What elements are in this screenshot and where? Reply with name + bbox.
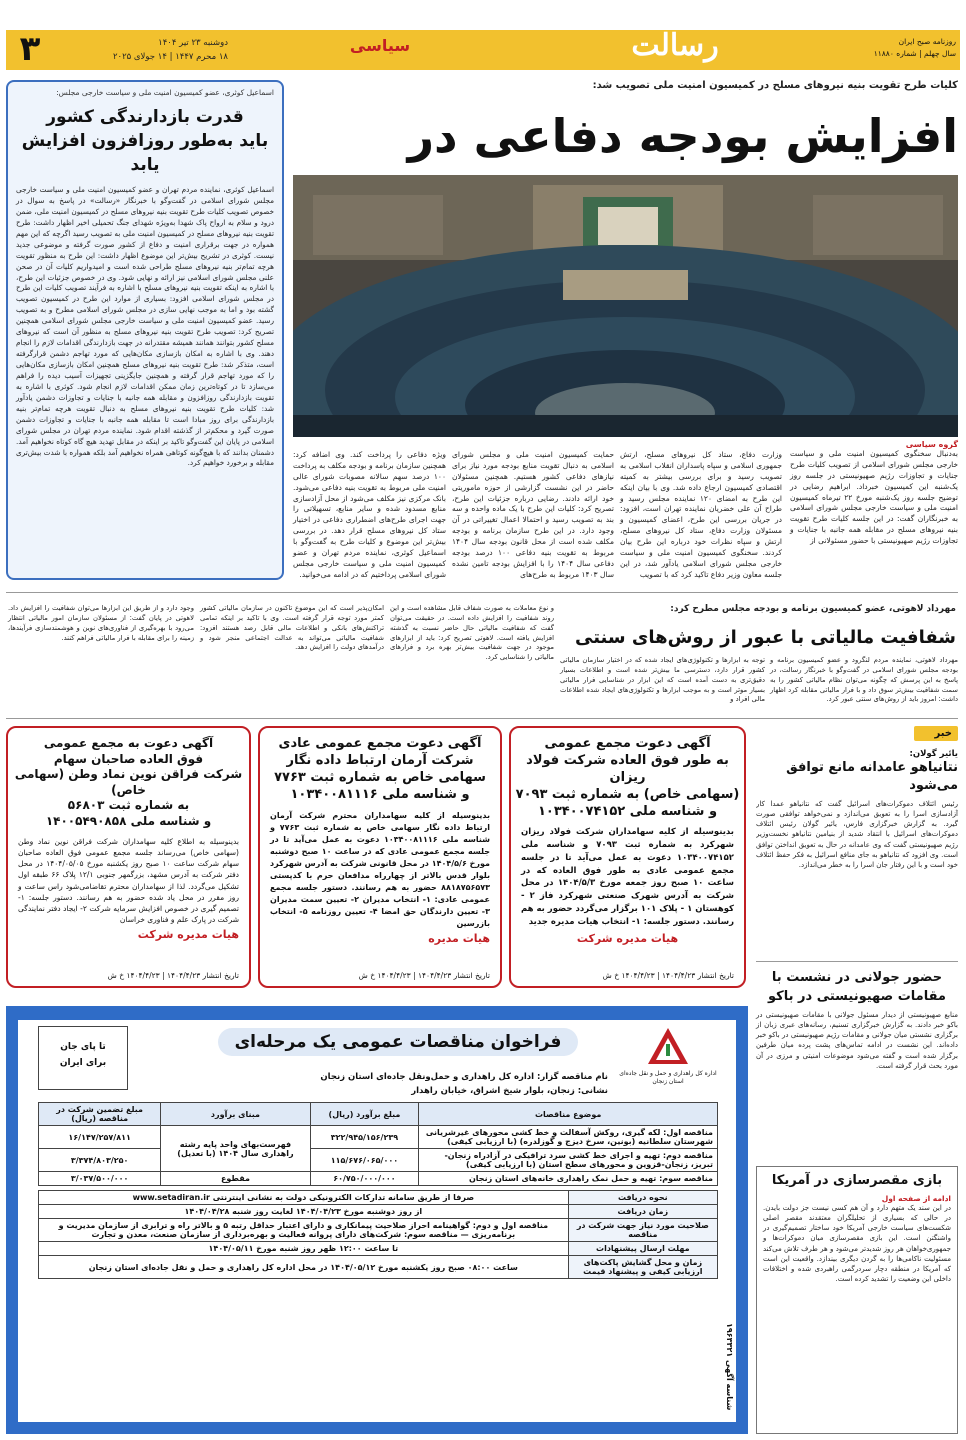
divider	[6, 718, 958, 719]
interview-body: اسماعیل کوثری، نماینده مردم تهران و عضو کمیسیون امنیت ملی و سیاست خارجی مجلس شورای اسلامی در گفت‌وگو با خبرنگار «رسالت» در پاسخ به سوال در خصوص تصویب کلیات طرح تقویت بنیه نیروهای مسلح در کمیسیون امنیت ملی، ضمن درود و سلام به ارواح پاک شهدا به‌ویژه شهدای جنگ تحمیلی اخیر اظهار داشت: طرح تقویت بنیه نیروهای مسلح در کمیسیون امنیت ملی به تصویب رسید اگرچه که این مهم همواره در جهت برقراری امنیت و دفاع از کشور صورت گرفته و موضوعی جدید نیست. کوثری در تشریح بیش‌تر این موضوع اظهار داشت: این طرح به منظور تقویت هرچه تمام‌تر بنیه نیروهای مسلح طراحی شده است و امیدواریم کلیات آن در صحن علنی مجلس شورای اسلامی نیز ارائه و نهایی شود. وی در خصوص جزئیات این طرح، با اشاره به اینکه تقویت بنیه نیروهای مسلح با اشاره به فرآیند تصویب کلیات این طرح در مجلس شورای اسلامی افزود: بسیاری از موارد این طرح در کمیسیون تصویب گشته بود و اما به موجب نهایی سازی در مجلس شورای اسلامی مطرح و به تصویب رسید. عضو کمیسیون امنیت ملی و سیاست خارجی مجلس شورای اسلامی همچنین تصریح کرد: تصویب طرح تقویت بنیه نیروهای مسلح به منظور آن است که نیروهای مسلح کشور بتوانند همانند همیشه مقتدرانه در جهت بازدارندگی اقدامات لازم را انجام دهند. وی با اشاره به امکان بازسازی مکان‌هایی که مورد تهاجم دشمن قرارگرفته است، متذکر شد: طرح تقویت بنیه نیروهای مسلح همچنین امکان بازسازی مکان‌هایی را که مورد تهاجم قرار گرفته و همچنین جایگزینی تجهیزات آسیب دیده را فراهم می‌سازد تا در کوتاه‌ترین زمان ممکن اقدامات لازم انجام شود. کوثری با اشاره به تقویت بازدارندگی روزافزون و مقابله همه جانبه با جنایات و تجاوزات دشمن یادآور شد: کلیات طرح تقویت بنیه نیروهای مسلح به دنبال تقویت هرچه تمام‌تر بنیه بازدارندگی برای روز مبادا است تا مقابله همه جانبه با جنایات و تجاوزات دشمن صورت گیرد و محکم‌تر از گذشته اقدام شود. نماینده مردم تهران در مجلس شورای اسلامی در پایان این گفت‌وگو تاکید بر اینکه در مقابل تهدید هیچ گاه کوتاه نخواهیم آمد. دشمنان بدانند که با هیچ‌گونه کوتاهی همراه نخواهیم آمد بلکه همواره با شدت بیش‌تری مقابله و برخورد خواهیم کرد.	[16, 185, 274, 468]
date-line-2: ۱۸ محرم ۱۴۴۷ | ۱۴ جولای ۲۰۲۵	[112, 52, 228, 62]
tender-ad	[6, 1006, 748, 1434]
tender-slogan-2: برای ایران	[59, 1058, 107, 1068]
table-row	[39, 1256, 718, 1279]
tax-col-4: امکان‌پذیر است که این موضوع تاکنون در سازمان مالیاتی کشور کمتر مورد توجه قرار گرفته است. وی با تاکید بر اینکه تمامی تراکنش‌های بانکی و اطلاعات مالی قابل رصد هستند افزود: شفافیت مالیاتی می‌تواند به عدالت اجتماعی منجر شود و درآمدهای دولت را افزایش دهد.	[200, 604, 384, 652]
usa-kicker: ادامه از صفحه اول	[881, 1194, 951, 1203]
date-block	[58, 36, 228, 64]
ad-title-line: و شناسه ملی ۱۴۰۰۵۴۹۰۸۵۸	[45, 813, 212, 828]
ad-date: تاریخ انتشار ۱۴۰۴/۴/۲۳ | ۱۴۰۴/۴/۲۳ خ ش	[602, 971, 734, 980]
ad-title	[8, 736, 249, 830]
usa-title: بازی مقصرسازی در آمریکا	[771, 1173, 943, 1188]
ad-title-line: (سهامی خاص) به شماره ثبت ۷۰۹۳	[515, 786, 740, 802]
table-row	[39, 1191, 718, 1205]
interview-headline-1: قدرت بازدارندگی کشور	[46, 107, 244, 127]
cell-guarantee: ۳/۳۷۴/۸۰۳/۲۵۰	[39, 1149, 161, 1172]
lead-kicker: کلیات طرح تقویت بنیه نیروهای مسلح در کمیسیون امنیت ملی تصویب شد:	[592, 80, 958, 91]
table-row	[39, 1126, 718, 1149]
cell-basis: مقطوع	[161, 1172, 310, 1186]
info-key: زمان دریافت	[568, 1205, 717, 1219]
ad-armanertebat	[258, 726, 502, 988]
news-item1-title: نتانیاهو عامدانه مانع توافق می‌شود	[786, 760, 958, 793]
table-row	[39, 1242, 718, 1256]
cell-estimate: ۳۲۲/۹۴۵/۱۵۶/۲۳۹	[310, 1126, 419, 1149]
tender-org-name: اداره کل راهداری و حمل و نقل جاده‌ای استان زنجان	[619, 1070, 717, 1085]
tender-title: فراخوان مناقصات عمومی یک مرحله‌ای	[218, 1028, 578, 1056]
tender-table	[38, 1102, 718, 1186]
tax-col-3: و نوع معاملات به صورت شفاف قابل مشاهده است و این روند شفافیت را افزایش داده است. در حقیقت می‌توان گفت که شفافیت مالیاتی حال حاضر نسبت به گذشته افزایش یافته است. لاهوتی تصریح کرد: باید از ابزارهای موجود در جهت شفافیت بیش‌تر بهره برد و فرارهای مالیاتی را شناسایی کرد.	[390, 604, 554, 662]
tender-logo	[618, 1026, 718, 1090]
cell-subject: مناقصه سوم: تهیه و حمل نمک راهداری خانه‌های استان زنجان	[419, 1172, 718, 1186]
ad-title-line: فوق العاده صاحبان سهام	[53, 751, 204, 766]
ad-title-line: سهامی خاص به شماره ثبت ۷۷۶۳	[274, 769, 486, 785]
info-key: مهلت ارسال پیشنهادات	[568, 1242, 717, 1256]
info-key: صلاحیت مورد نیاز جهت شرکت در مناقصه	[568, 1219, 717, 1242]
cell-estimate: ۶۰/۷۵۰/۰۰۰/۰۰۰	[310, 1172, 419, 1186]
info-key: زمان و محل گشایش پاکت‌های ارزیابی کیفی و پیشنهاد قیمت	[568, 1256, 717, 1279]
table-row	[39, 1219, 718, 1242]
info-value: از روز دوشنبه مورخ ۱۴۰۴/۰۴/۲۳ لغایت روز شنبه ۱۴۰۴/۰۴/۲۸	[39, 1205, 569, 1219]
tender-inner	[18, 1020, 736, 1422]
ad-title	[260, 736, 500, 804]
date-line-1: دوشنبه ۲۳ تیر ۱۴۰۴	[158, 38, 228, 48]
th-basis: مبنای برآورد	[161, 1103, 310, 1126]
issue-label: شماره ۱۱۸۸۰	[873, 49, 917, 58]
table-header-row	[39, 1103, 718, 1126]
tender-info-table	[38, 1190, 718, 1279]
ad-signature: هیات مدیره شرکت	[137, 927, 239, 941]
table-row	[39, 1172, 718, 1186]
lead-byline: گروه سیاسی	[905, 440, 958, 449]
ad-fooladrizan	[509, 726, 746, 988]
interview-box	[6, 80, 284, 580]
info-value: مناقصه اول و دوم: گواهینامه احراز صلاحیت پیمانکاری و دارای اعتبار حداقل رتبه ۵ و بالاتر راه و ترابری از سازمان مدیریت و برنامه‌ریزی — مناقصه سوم: شرکت‌های دارای پروانه فعالیت و بهره‌برداری از سازمان صنعت، معدن و تجارت	[39, 1219, 569, 1242]
logo: رسالت	[631, 28, 719, 63]
tender-slogan	[38, 1026, 128, 1090]
lead-column	[790, 440, 958, 547]
th-guarantee: مبلغ تضمین شرکت در مناقصه (ریال)	[39, 1103, 161, 1126]
paper-name: روزنامه صبح ایران	[898, 37, 956, 46]
ad-body: بدینوسیله از کلیه سهامداران محترم شرکت آرمان ارتباط داده نگار سهامی خاص به شماره ثبت ۷۷۶۳ و شناسه ملی ۱۰۳۴۰۰۸۱۱۱۶ دعوت به عمل می‌آید تا در جلسه مجمع عمومی عادی که در ساعت ۱۰ صبح دوشنبه مورخ ۱۴۰۴/۵/۶ در محل قانونی شرکت به آدرس شهرکرد بلوار قدس بالاتر از چهارراه مدافعان حرم با کدپستی ۸۸۱۸۷۵۶۵۷۳ حضور به هم رسانند. دستور جلسه مجمع عمومی عادی: ۱- انتخاب مدیران ۲- تعیین سمت مدیران ۳- تعیین دارندگان حق امضا ۴- تعیین روزنامه ۵- انتخاب بازرسین	[270, 810, 491, 928]
ad-title-line: و شناسه ملی ۱۰۳۴۰۰۸۱۱۱۶	[290, 786, 470, 802]
cell-estimate: ۱۱۵/۶۷۶/۰۶۵/۰۰۰	[310, 1149, 419, 1172]
tax-byline: مهرداد لاهوتی، عضو کمیسیون برنامه و بودجه مجلس مطرح کرد:	[670, 604, 956, 614]
ad-signature: هیات مدیره شرکت	[576, 932, 679, 946]
tax-headline: شفافیت مالیاتی با عبور از روش‌های سنتی	[574, 627, 956, 648]
news-header: خبر	[914, 726, 958, 741]
info-value: تا ساعت ۱۲:۰۰ ظهر روز شنبه مورخ ۱۴۰۴/۰۵/۱۱	[39, 1242, 569, 1256]
cell-guarantee: ۳/۰۳۷/۵۰۰/۰۰۰	[39, 1172, 161, 1186]
news-item2-body: منابع صهیونیستی از دیدار مسئول جولانی با مقامات صهیونیستی در باکو خبر دادند. به گزارش خبرگزاری تسنیم، رسانه‌های عبری زبان از برگزاری نشستی میان جولانی و مقامات رژیم صهیونیستی در باکو خبر داده‌اند. این نشست در ادامه تماس‌های پشت پرده میان طرفین برگزار شده است و گفته می‌شود موضوعات امنیتی و مرزی در آن مورد بحث قرار گرفته است.	[756, 1011, 958, 1070]
info-value: صرفا از طریق سامانه تدارکات الکترونیکی دولت به نشانی اینترنتی www.setadiran.ir	[39, 1191, 569, 1205]
ad-title-line: آگهی دعوت مجمع عمومی	[544, 736, 711, 751]
tender-table-wrap	[38, 1102, 718, 1279]
issue-block: روزنامه صبح ایران سال چهلم | شماره ۱۱۸۸۰	[860, 36, 956, 60]
ad-title-line: شرکت آرمان ارتباط داده نگار	[286, 752, 474, 768]
ad-title-line: آگهی دعوت مجمع عمومی عادی	[278, 736, 482, 751]
ad-body: بدینوسیله به اطلاع کلیه سهامداران شرکت فراقن نوین نماد وطن (سهامی خاص) می‌رساند جلسه مجمع عمومی فوق العاده صاحبان سهام شرکت ساعت ۱۰ صبح روز یکشنبه مورخ ۱۴۰۴/۰۵/۰۵ در محل دفتر شرکت به آدرس مشهد، بزرگمهر جنوبی ۱۲/۱ پلاک ۶۶ طبقه اول تشکیل می‌گردد. لذا از سهامداران محترم تقاضامی‌شود راس ساعت و روز مقرر در محل یاد شده حضور به هم رسانند. دستور جلسه: ۱- تصمیم گیری در خصوص افزایش سرمایه شرکت ۲- ایجاد دفتر نمایندگی شرکت در پارک علم و فناوری خراسان	[18, 836, 239, 925]
news-sidebar	[756, 726, 958, 1146]
cell-subject: مناقصه دوم: تهیه و اجرای خط کشی سرد ترافیکی در آزادراه زنجان-تبریز، زنجان-قزوین و محورهای سطح استان (با ارزیابی کیفی)	[419, 1149, 718, 1172]
tax-col-5: وجود دارد و از طریق این ابزارها می‌توان شفافیت را افزایش داد. لاهوتی در پایان گفت: از مسئولان سازمان امور مالیاتی انتظار می‌رود با بهره‌گیری از فناوری‌های نوین و هوشمندسازی فرآیندها، زمینه را برای مقابله با فرار مالیاتی فراهم کنند.	[8, 604, 194, 642]
tender-slogan-1: تا پای جان	[60, 1042, 106, 1052]
cell-guarantee: ۱۶/۱۴۷/۲۵۷/۸۱۱	[39, 1126, 161, 1149]
table-row	[39, 1205, 718, 1219]
usa-box	[756, 1166, 958, 1434]
lead-col-2: وزارت دفاع، ستاد کل نیروهای مسلح، ارتش جمهوری اسلامی و سپاه پاسداران انقلاب اسلامی به تصویب رسید و برای بررسی بیشتر به کمیته اقتصادی کمیسیون ارجاع داده شد. وی با بیان اینکه این طرح به امضای ۱۲۰ نماینده مجلس رسید و طراح آن علی خضریان نماینده تهران است، افزود: در جریان بررسی این طرح، اعضای کمیسیون و مسئولان وزارت دفاع، ستاد کل نیروهای مسلح، ارتش و سپاه نظرات خود درباره این طرح بیان کردند. سخنگوی کمیسیون امنیت ملی و سیاست خارجی مجلس شورای اسلامی یادآور شد، در این جلسه معاون وزیر دفاع تاکید کرد که با تصویب	[620, 450, 783, 579]
tender-employer	[148, 1070, 608, 1098]
year-label: سال چهلم	[924, 49, 956, 58]
parliament-photo	[293, 175, 958, 437]
road-org-logo-icon	[646, 1026, 690, 1066]
cell-basis: فهرست‌بهای واحد پایه رشته راهداری سال ۱۴۰۴ (با تعدیل)	[161, 1126, 310, 1172]
section-label: سیاسی	[349, 36, 411, 55]
lead-headline: افزایش بودجه دفاعی در	[407, 109, 958, 163]
th-subject: موضوع مناقصات	[419, 1103, 718, 1126]
news-item1-kicker: یائیر گولان:	[909, 749, 958, 759]
ad-body: بدینوسیله از کلیه سهامداران شرکت فولاد ریزان شهرکرد به شماره ثبت ۷۰۹۳ و شناسه ملی ۱۰۳۴۰۰۷۴۱۵۲ دعوت به عمل می‌آید تا در جلسه مجمع عمومی عادی به طور فوق العاده که در ساعت ۱۰ صبح روز جمعه مورخ ۱۴۰۴/۵/۳ در محل شرکت به آدرس شهرک صنعتی شهرکرد فاز ۲ - کوهستان ۱ - پلاک ۱۰۱ برگزار می‌گردد حضور به هم رسانند. دستور جلسه: ۱- انتخاب هیات مدیره جدید	[520, 827, 735, 927]
lead-col-4: ویژه دفاعی را پرداخت کند. وی اضافه کرد: همچنین سازمان برنامه و بودجه مکلف به پرداخت ۱۰۰ درصد سهم سالانه مصوبات شورای عالی امنیت ملی مربوط به تقویت بنیه دفاعی می‌شود. بانک مرکزی نیز مکلف می‌شود از محل آزادسازی منابع مسدود شده و سایر منابع، تسهیلاتی را جهت اجرای طرح‌های اضطراری دفاعی در اختیار ستاد کل نیروهای مسلح قرار دهد. در بررسی بیش‌تر این موضوع و کلیات طرح به گفت‌وگو با اسماعیل کوثری، نماینده مردم تهران و عضو کمیسیون امنیت ملی و سیاست خارجی مجلس شورای اسلامی پرداختیم که در ادامه می‌خوانید.	[293, 450, 446, 579]
ad-signature: هیات مدیره	[428, 931, 490, 945]
cell-subject: مناقصه اول: لکه گیری، روکش آسفالت و خط کشی محورهای غیرشریانی شهرستان سلطانیه (بونین، سرخ دیزج و گوزلدره) (با ارزیابی کیفی)	[419, 1126, 718, 1149]
ad-title-line: به شماره ثبت ۵۶۸۰۳	[67, 798, 190, 813]
usa-body: در این سند یک متهم دارد و آن هم کسی نیست جز دولت بایدن. در حالی که بسیاری از تحلیلگران معتقدند مقصر اصلی شکست‌های سیاست خارجی آمریکا خود ساختار تصمیم‌گیری در واشنگتن است. این بازی مقصرسازی میان دموکرات‌ها و جمهوری‌خواهان هر روز شدیدتر می‌شود و هر طرف تلاش می‌کند مسئولیت ناکامی‌ها را به گردن دیگری بیندازد. واقعیت این است که آمریکا در منطقه دچار سردرگمی راهبردی شده و اختلافات داخلی این وضعیت را تشدید کرده است.	[763, 1204, 951, 1283]
ad-title-line: و شناسه ملی ۱۰۳۴۰۰۷۴۱۵۲	[537, 803, 718, 819]
page-number: ۳	[19, 29, 41, 69]
parliament-photo-illustration	[293, 175, 958, 437]
info-value: ساعت ۰۸:۰۰ صبح روز یکشنبه مورخ ۱۴۰۴/۰۵/۱۲ در محل اداره کل راهداری و حمل و نقل جاده‌ای استان زنجان	[39, 1256, 569, 1279]
news-item2-title: حضور جولانی در نشست با مقامات صهیونیستی در باکو	[756, 961, 958, 1006]
interview-byline: اسماعیل کوثری، عضو کمیسیون امنیت ملی و سیاست خارجی مجلس:	[56, 88, 274, 97]
th-estimate: مبلغ برآورد (ریال)	[310, 1103, 419, 1126]
ad-title-line: شرکت فراقن نوین نماد وطن (سهامی خاص)	[14, 767, 243, 797]
tender-code: شناسه آگهی ۱۹۶۳۳۲۱	[725, 1322, 734, 1410]
lead-col-1: به‌دنبال سخنگوی کمیسیون امنیت ملی و سیاست خارجی مجلس شورای اسلامی از تصویب کلیات طرح جنایات و تجاوزات رژیم صهیونیستی در جلسه روز یک‌شنبه این کمیسیون خبرداد. ابراهیم رضایی در توضیح جلسه روز یک‌شنبه مورخ ۲۲ تیرماه کمیسیون امنیت ملی و سیاست خارجی مجلس شورای اسلامی به خبرنگاران گفت: در این جلسه کلیات طرح تقویت بنیه نیروهای مسلح در مقابله همه جانبه با جنایات و تجاوزات رژیم صهیونیستی با حضور مسئولانی از	[790, 449, 958, 545]
info-key: نحوه دریافت	[568, 1191, 717, 1205]
ad-title-line: به طور فوق العاده شرکت فولاد ریزان	[526, 752, 729, 785]
tax-col-2: توجه به ابزارها و تکنولوژی‌های ایجاد شده که در اختیار سازمان مالیاتی کشور قرار دارد، دسترسی ما بیش‌تر شده است و اطلاعات بسیار دقیق‌تری به دست آمده است که این ابزار در شناسایی فرار مالیاتی بسیار موثر است و به موجب ابزارها و تکنولوژی‌های ایجاد شده اطلاعات مالی افراد و	[560, 656, 765, 704]
tender-address: نشانی: زنجان، بلوار شیخ اشراق، خیابان راهدار	[411, 1086, 608, 1096]
divider	[6, 592, 958, 593]
ad-date: تاریخ انتشار ۱۴۰۴/۴/۲۳ | ۱۴۰۴/۴/۲۳ خ ش	[358, 971, 490, 980]
ad-title	[511, 736, 744, 820]
lead-col-3: حمایت کمیسیون امنیت ملی و مجلس شورای اسلامی به دنبال تقویت منابع بودجه مورد نیاز برای نیازهای دفاعی کشور هستیم. همچنین مسئولان حاضر در این نشست گزارشی از حوزه ماموریتی خود ارائه دادند. رضایی درباره جزئیات این طرح، تصریح کرد: کلیات این طرح با یک ماده واحده و سه بند به تصویب رسید و احتمالا اعمال تغییراتی در آن وجود دارد. در این طرح سازمان برنامه و بودجه مکلف شده است از محل قانون بودجه سال ۱۴۰۴ مربوط به تقویت بنیه دفاعی ۱۰۰ درصد بودجه دفاعی سال ۱۴۰۴ را با افزایش بودجه تامین نشده سال ۱۴۰۳ مربوط به طرح‌های	[452, 450, 614, 579]
masthead	[0, 0, 966, 70]
ad-title-line: آگهی دعوت به مجمع عمومی	[43, 736, 214, 750]
tender-employer-name: نام مناقصه گزار: اداره کل راهداری و حمل‌ونقل جاده‌ای استان زنجان	[320, 1072, 608, 1082]
ad-date: تاریخ انتشار ۱۴۰۴/۴/۲۳ | ۱۴۰۴/۴/۲۳ خ ش	[107, 971, 239, 980]
ad-faraghan	[6, 726, 251, 988]
news-item1-body: رئیس ائتلاف دموکرات‌های اسرائیل گفت که نتانیاهو عمدا کار آزادسازی اسرا را به تعویق می‌اندازد و نمی‌خواهد توافقی صورت گیرد. به گزارش خبرگزاری فارس، یائیر گولان رئیس ائتلاف دموکرات‌های اسرائیل با انتقاد شدید از بنیامین نتانیاهو نخست‌وزیر رژیم صهیونیستی گفت که وی عامدانه در حال به تعویق انداختن توافق است. وی افزود که نتانیاهو به جای منافع اسرائیل به فکر حفظ ائتلاف خود است و با این رفتار جان اسرا را به خطر می‌اندازد.	[756, 800, 958, 869]
table-row	[39, 1149, 718, 1172]
interview-headline-2: باید به‌طور روزافزون افزایش یابد	[21, 131, 269, 175]
tax-col-1: مهرداد لاهوتی، نماینده مردم لنگرود و عضو کمیسیون برنامه و بودجه مجلس شورای اسلامی در گفت‌وگو با خبرنگار رسالت، در پاسخ به این پرسش که چگونه می‌توان نظام مالیاتی کشور را به سمت شفافیت بیش‌تر سوق داد و با فرار مالیاتی مقابله کرد اظهار داشت: امروز باید از روش‌های سنتی عبور کرد.	[770, 656, 958, 704]
